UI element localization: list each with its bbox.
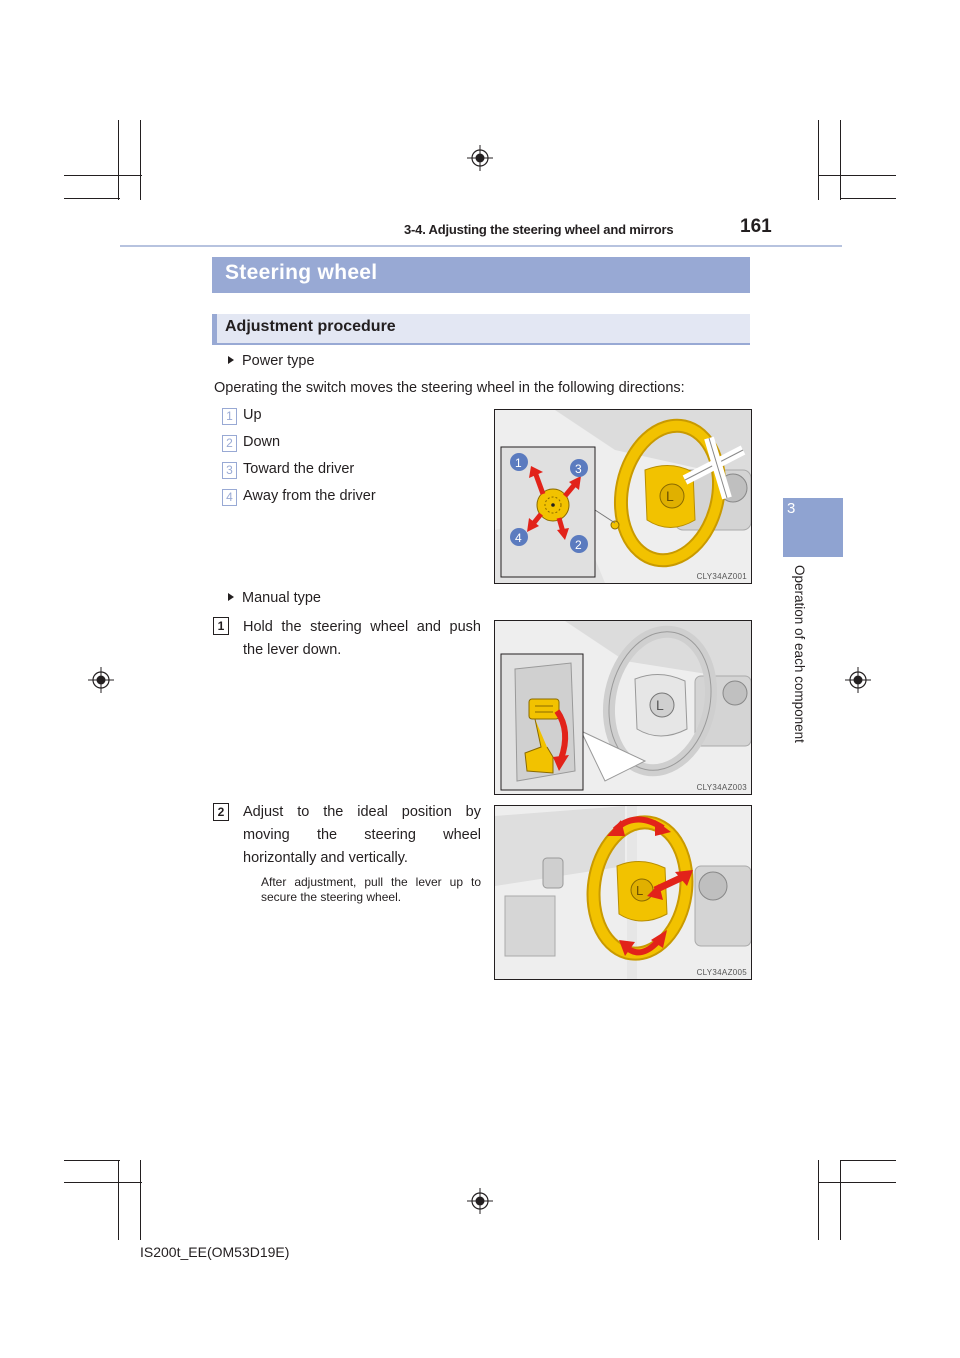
list-item: Toward the driver [243, 461, 355, 477]
running-header: 3-4. Adjusting the steering wheel and mirrors [404, 222, 674, 237]
item-number-badge: 4 [222, 489, 237, 506]
figure-code: CLY34AZ005 [696, 968, 747, 977]
item-number-badge: 1 [222, 408, 237, 425]
subsection-title-bar [212, 314, 750, 345]
registration-mark-icon [845, 667, 871, 693]
step-number-badge: 2 [213, 803, 229, 821]
callout-label: 2 [575, 538, 582, 552]
step-text: Hold the steering wheel and push the lever down. [243, 619, 481, 658]
callout-label: 3 [575, 462, 582, 476]
chapter-number: 3 [787, 500, 796, 517]
power-type-heading: Power type [228, 351, 315, 372]
chapter-side-label [789, 565, 809, 765]
document-code-footer: IS200t_EE(OM53D19E) [140, 1244, 290, 1260]
registration-mark-icon [467, 145, 493, 171]
registration-mark-icon [88, 667, 114, 693]
section-title-bar [212, 257, 750, 293]
svg-text:L: L [666, 488, 674, 504]
list-item: Away from the driver [243, 488, 376, 504]
registration-mark-icon [467, 1188, 493, 1214]
figure-power-steering-switch [494, 409, 752, 584]
triangle-bullet-icon [228, 593, 234, 601]
figure-manual-lever [494, 620, 752, 795]
power-type-intro: Operating the switch moves the steering wheel in the following directions: [214, 380, 685, 396]
step-text: Adjust to the ideal position by moving the steering wheel horizontally and vertically. [243, 804, 481, 866]
triangle-bullet-icon [228, 356, 234, 364]
item-number-badge: 2 [222, 435, 237, 452]
figure-code: CLY34AZ001 [696, 572, 747, 581]
header-rule [120, 245, 842, 247]
list-item: Up [243, 407, 262, 423]
svg-text:L: L [636, 883, 644, 898]
chapter-tab [783, 498, 843, 557]
figure-wheel-adjustment [494, 805, 752, 980]
figure-code: CLY34AZ003 [696, 783, 747, 792]
page-number: 161 [740, 216, 772, 237]
step-number-badge: 1 [213, 617, 229, 635]
manual-type-heading: Manual type [228, 588, 321, 609]
step-note: After adjustment, pull the lever up to secure the steering wheel. [261, 875, 481, 904]
callout-label: 4 [515, 531, 522, 545]
callout-label: 1 [515, 456, 522, 470]
section-title: Steering wheel [225, 261, 378, 284]
item-number-badge: 3 [222, 462, 237, 479]
chapter-title: Operation of each component [792, 565, 807, 743]
list-item: Down [243, 434, 281, 450]
svg-text:L: L [656, 697, 664, 713]
subsection-title: Adjustment procedure [225, 318, 396, 335]
